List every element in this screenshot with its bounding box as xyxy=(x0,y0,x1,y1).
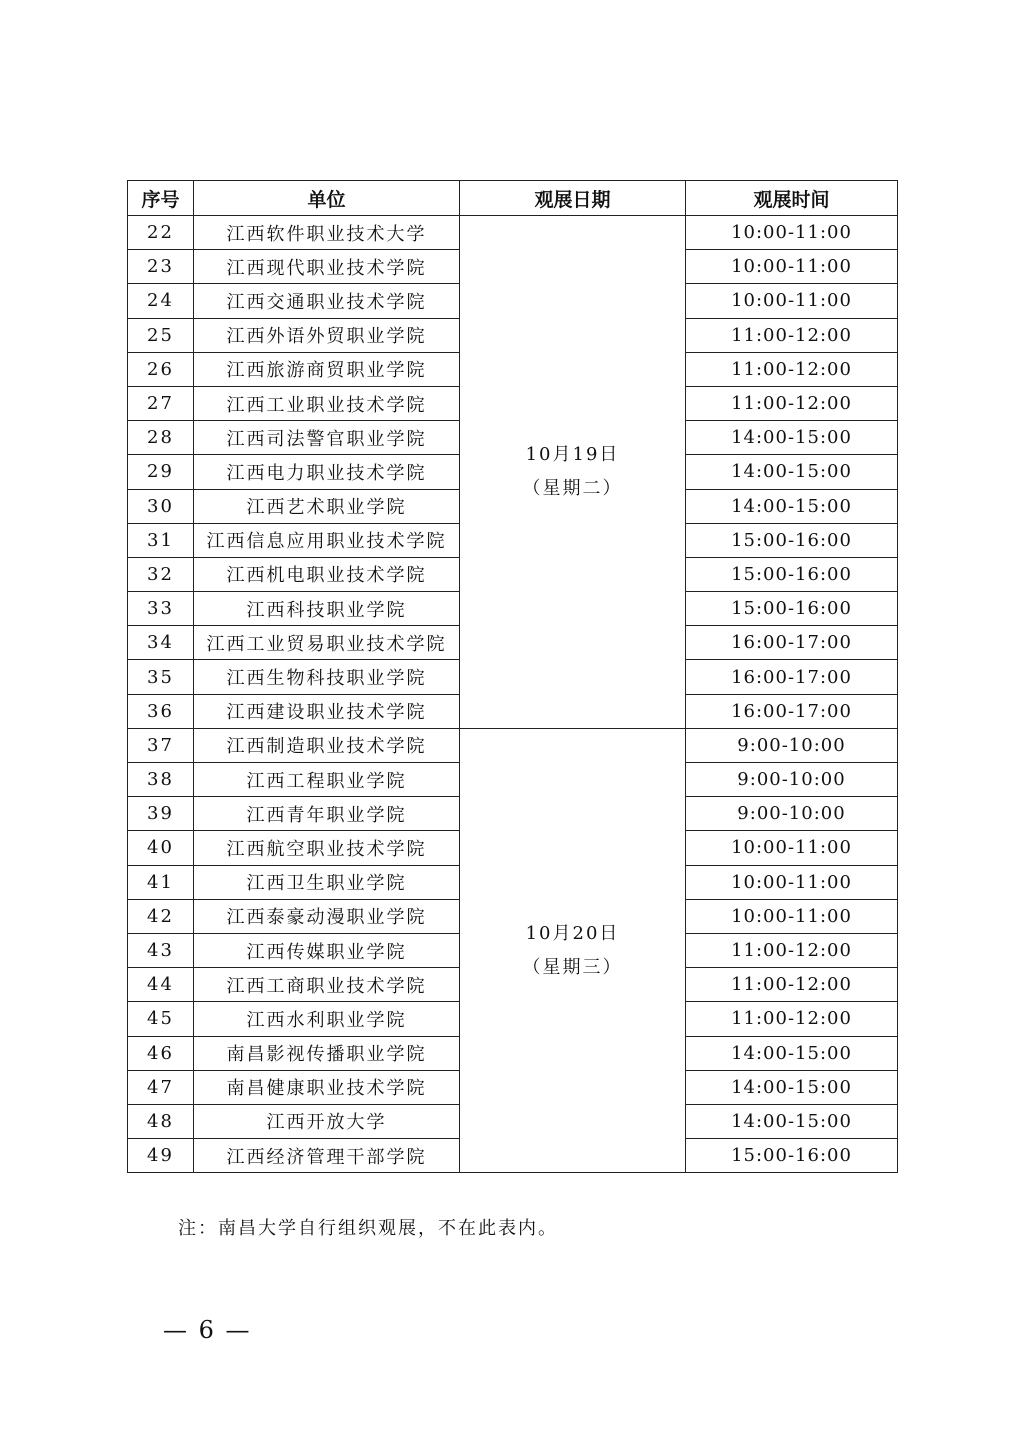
table-body xyxy=(128,216,898,1173)
cell-unit: 江西电力职业技术学院 xyxy=(194,455,460,489)
cell-time: 9:00-10:00 xyxy=(686,728,898,762)
cell-seq: 43 xyxy=(128,933,194,967)
cell-unit: 江西制造职业技术学院 xyxy=(194,728,460,762)
cell-time: 11:00-12:00 xyxy=(686,352,898,386)
cell-time: 14:00-15:00 xyxy=(686,421,898,455)
cell-time: 10:00-11:00 xyxy=(686,216,898,250)
cell-time: 14:00-15:00 xyxy=(686,1104,898,1138)
cell-time: 15:00-16:00 xyxy=(686,592,898,626)
cell-seq: 44 xyxy=(128,968,194,1002)
cell-unit: 江西软件职业技术大学 xyxy=(194,216,460,250)
cell-unit: 江西水利职业学院 xyxy=(194,1002,460,1036)
cell-unit: 江西开放大学 xyxy=(194,1104,460,1138)
date-line: 10月19日 xyxy=(525,443,620,465)
cell-unit: 江西青年职业学院 xyxy=(194,797,460,831)
header-time: 观展时间 xyxy=(686,181,898,216)
cell-seq: 27 xyxy=(128,386,194,420)
cell-time: 14:00-15:00 xyxy=(686,1070,898,1104)
cell-time: 16:00-17:00 xyxy=(686,626,898,660)
cell-unit: 江西机电职业技术学院 xyxy=(194,557,460,591)
cell-time: 10:00-11:00 xyxy=(686,865,898,899)
cell-time: 11:00-12:00 xyxy=(686,1002,898,1036)
table-row xyxy=(128,728,898,762)
cell-seq: 23 xyxy=(128,250,194,284)
date-line: 10月20日 xyxy=(525,922,620,944)
schedule-table xyxy=(127,180,898,1173)
cell-unit: 江西泰豪动漫职业学院 xyxy=(194,899,460,933)
cell-seq: 39 xyxy=(128,797,194,831)
weekday-line: （星期二） xyxy=(522,477,623,499)
cell-time: 10:00-11:00 xyxy=(686,284,898,318)
page-number: — 6 — xyxy=(163,1316,252,1344)
header-unit: 单位 xyxy=(194,181,460,216)
cell-unit: 江西旅游商贸职业学院 xyxy=(194,352,460,386)
cell-seq: 30 xyxy=(128,489,194,523)
cell-unit: 江西科技职业学院 xyxy=(194,592,460,626)
cell-seq: 24 xyxy=(128,284,194,318)
cell-unit: 江西建设职业技术学院 xyxy=(194,694,460,728)
cell-seq: 41 xyxy=(128,865,194,899)
cell-unit: 江西工业职业技术学院 xyxy=(194,386,460,420)
cell-unit: 江西航空职业技术学院 xyxy=(194,831,460,865)
header-seq: 序号 xyxy=(128,181,194,216)
cell-date-merged xyxy=(460,728,686,1172)
cell-time: 15:00-16:00 xyxy=(686,1139,898,1173)
cell-seq: 29 xyxy=(128,455,194,489)
cell-seq: 25 xyxy=(128,318,194,352)
cell-unit: 江西外语外贸职业学院 xyxy=(194,318,460,352)
cell-time: 14:00-15:00 xyxy=(686,489,898,523)
table-row xyxy=(128,216,898,250)
cell-unit: 南昌健康职业技术学院 xyxy=(194,1070,460,1104)
cell-time: 10:00-11:00 xyxy=(686,250,898,284)
cell-seq: 46 xyxy=(128,1036,194,1070)
cell-seq: 45 xyxy=(128,1002,194,1036)
cell-unit: 江西交通职业技术学院 xyxy=(194,284,460,318)
cell-time: 9:00-10:00 xyxy=(686,763,898,797)
cell-time: 15:00-16:00 xyxy=(686,523,898,557)
cell-unit: 江西信息应用职业技术学院 xyxy=(194,523,460,557)
cell-unit: 江西工业贸易职业技术学院 xyxy=(194,626,460,660)
cell-time: 11:00-12:00 xyxy=(686,386,898,420)
cell-seq: 47 xyxy=(128,1070,194,1104)
cell-seq: 35 xyxy=(128,660,194,694)
cell-seq: 26 xyxy=(128,352,194,386)
cell-unit: 江西工程职业学院 xyxy=(194,763,460,797)
cell-unit: 江西工商职业技术学院 xyxy=(194,968,460,1002)
cell-seq: 32 xyxy=(128,557,194,591)
cell-unit: 江西卫生职业学院 xyxy=(194,865,460,899)
cell-seq: 36 xyxy=(128,694,194,728)
cell-unit: 江西司法警官职业学院 xyxy=(194,421,460,455)
cell-time: 14:00-15:00 xyxy=(686,1036,898,1070)
cell-seq: 33 xyxy=(128,592,194,626)
cell-time: 11:00-12:00 xyxy=(686,318,898,352)
footnote: 注：南昌大学自行组织观展，不在此表内。 xyxy=(178,1218,558,1239)
cell-seq: 49 xyxy=(128,1139,194,1173)
cell-unit: 南昌影视传播职业学院 xyxy=(194,1036,460,1070)
cell-seq: 38 xyxy=(128,763,194,797)
cell-time: 16:00-17:00 xyxy=(686,694,898,728)
cell-seq: 31 xyxy=(128,523,194,557)
cell-time: 15:00-16:00 xyxy=(686,557,898,591)
cell-time: 10:00-11:00 xyxy=(686,899,898,933)
cell-seq: 22 xyxy=(128,216,194,250)
cell-unit: 江西生物科技职业学院 xyxy=(194,660,460,694)
cell-seq: 42 xyxy=(128,899,194,933)
cell-time: 11:00-12:00 xyxy=(686,933,898,967)
cell-time: 11:00-12:00 xyxy=(686,968,898,1002)
cell-seq: 48 xyxy=(128,1104,194,1138)
cell-unit: 江西经济管理干部学院 xyxy=(194,1139,460,1173)
cell-unit: 江西现代职业技术学院 xyxy=(194,250,460,284)
table-header-row xyxy=(128,181,898,216)
cell-date-merged xyxy=(460,216,686,729)
header-date: 观展日期 xyxy=(460,181,686,216)
cell-time: 16:00-17:00 xyxy=(686,660,898,694)
cell-seq: 40 xyxy=(128,831,194,865)
cell-time: 10:00-11:00 xyxy=(686,831,898,865)
cell-unit: 江西传媒职业学院 xyxy=(194,933,460,967)
cell-seq: 28 xyxy=(128,421,194,455)
cell-time: 9:00-10:00 xyxy=(686,797,898,831)
cell-seq: 34 xyxy=(128,626,194,660)
weekday-line: （星期三） xyxy=(522,956,623,978)
cell-time: 14:00-15:00 xyxy=(686,455,898,489)
cell-unit: 江西艺术职业学院 xyxy=(194,489,460,523)
cell-seq: 37 xyxy=(128,728,194,762)
